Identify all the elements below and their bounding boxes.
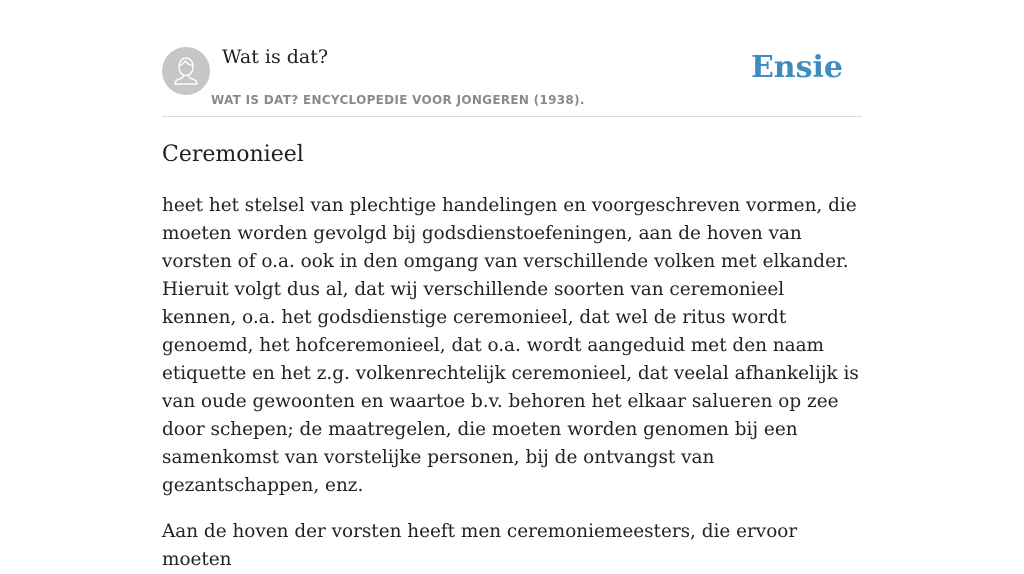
article-paragraph: heet het stelsel van plechtige handelingen en voorgeschreven vormen, die moeten worden gevolgd bij godsdienstoefeningen, aan de hoven van vorsten of o.a. ook in den omgang van verschillende volken met elkander. Hieruit volgt dus al, dat wij verschillende soorten van ceremonieel kennen, o.a. het godsdienstige ceremonieel, dat wel de ritus wordt genoemd, het hofceremonieel, dat o.a. wordt aangeduid met den naam etiquette en het z.g. volkenrechtelijk ceremonieel, dat veelal afhankelijk is van oude gewoonten en waartoe b.v. behoren het elkaar salueren op zee door schepen; de maatregelen, die moeten worden genomen bij een samenkomst van vorstelijke personen, bij de ontvangst van gezantschappen, enz.: [162, 195, 859, 496]
source-subtitle[interactable]: WAT IS DAT? ENCYCLOPEDIE VOOR JONGEREN (1938).: [211, 93, 585, 107]
source-title[interactable]: Wat is dat?: [222, 46, 329, 68]
article: [162, 138, 862, 574]
article-paragraph: Aan de hoven der vorsten heeft men ceremoniemeesters, die ervoor moeten: [162, 521, 798, 570]
user-avatar-icon: [162, 47, 210, 95]
source-header: [162, 0, 862, 117]
ensie-logo-link[interactable]: Ensie: [750, 50, 843, 85]
article-title: Ceremonieel: [162, 142, 304, 167]
